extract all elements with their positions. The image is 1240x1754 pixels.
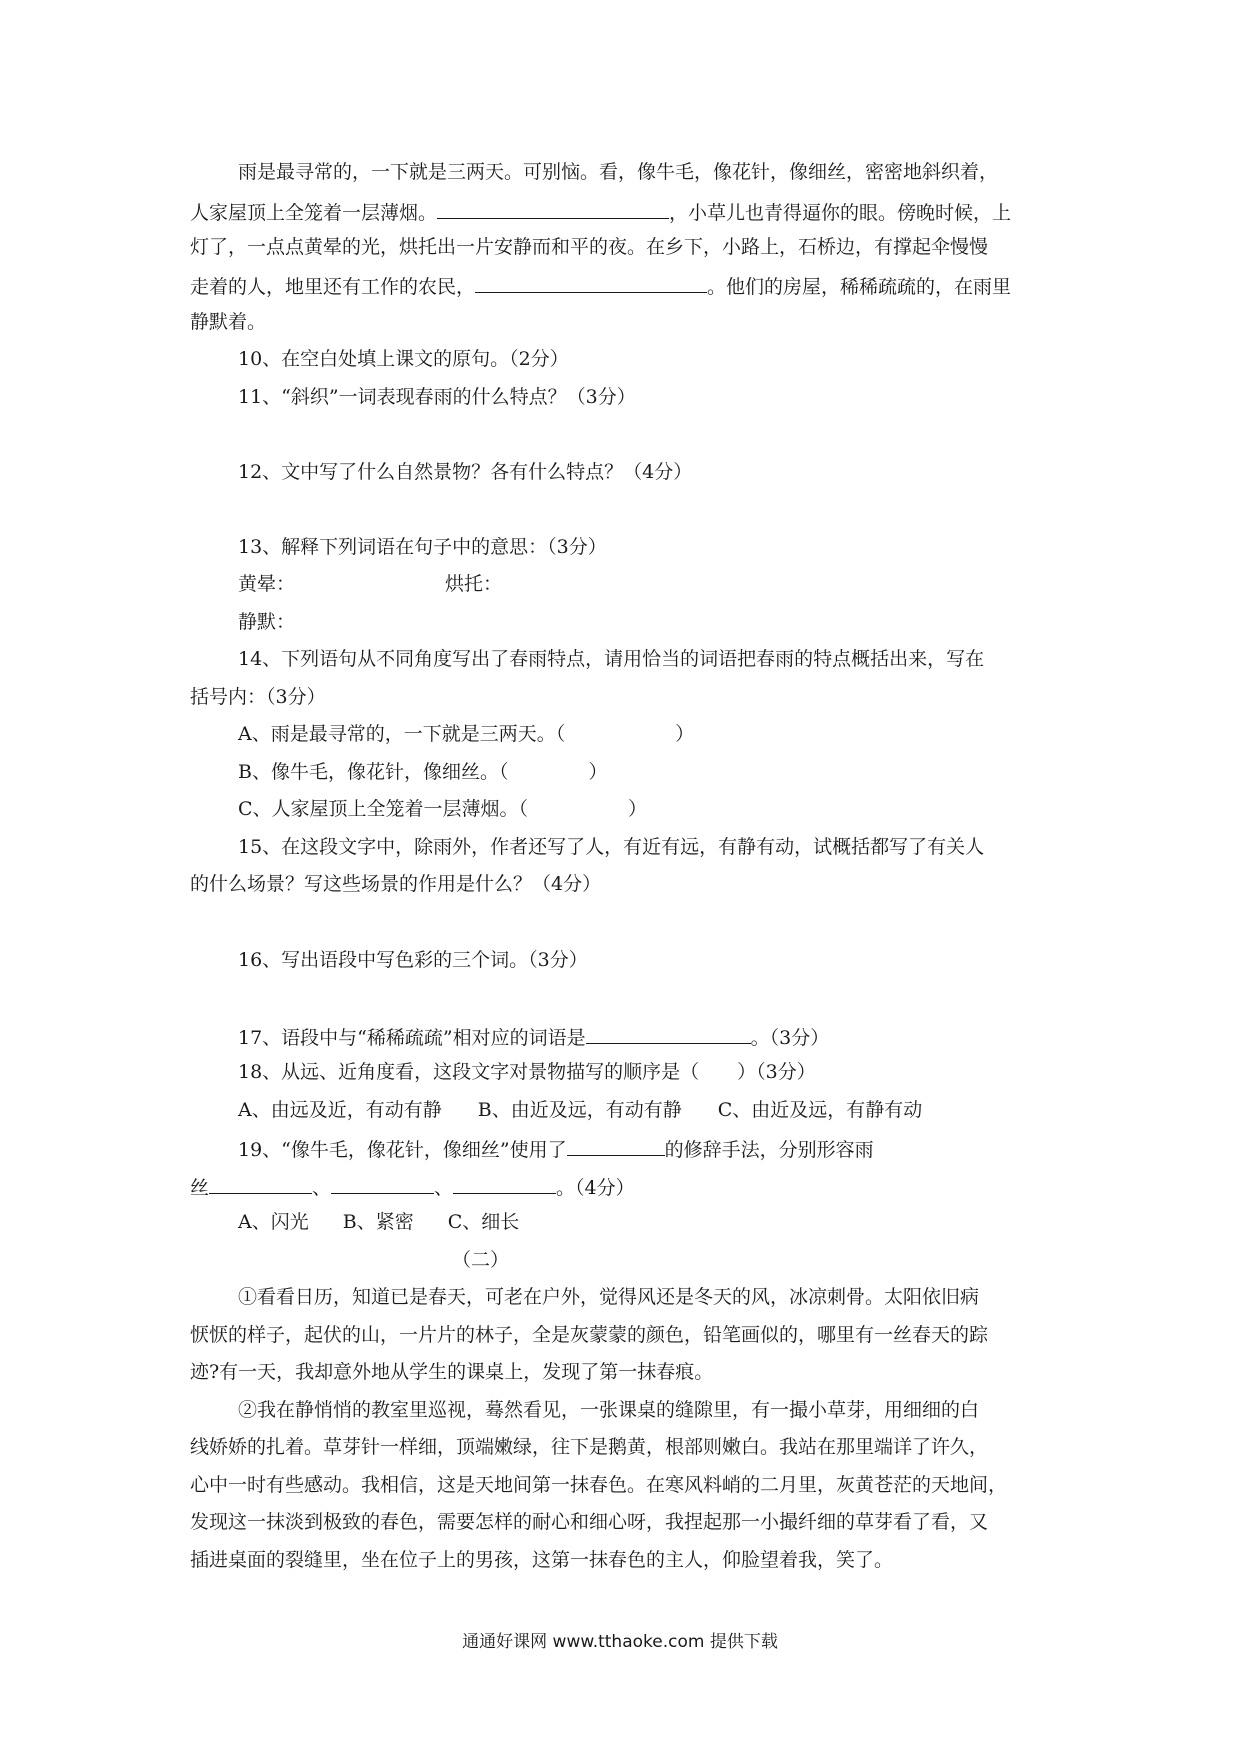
q18-option-b: B、由近及远，有动有静 [477, 1099, 682, 1121]
passage1-line-1: 雨是最寻常的，一下就是三两天。可别恼。看，像牛毛，像花针，像细丝，密密地斜织着， [238, 161, 999, 183]
fill-blank-1[interactable] [437, 198, 669, 219]
q18-option-a: A、由远及近，有动有静 [238, 1099, 442, 1121]
q19-sep-2: 、 [434, 1177, 454, 1199]
question-15-line-1: 15、在这段文字中，除雨外，作者还写了人，有近有远，有静有动，试概括都写了有关人 [238, 836, 985, 858]
section-heading-2: （二） [452, 1249, 510, 1271]
passage1-line-2-text-b: ，小草儿也青得逼你的眼。傍晚时候，上 [669, 202, 1012, 224]
question-11: 11、“斜织”一词表现春雨的什么特点？（3分） [238, 386, 636, 408]
passage2-p2-line-3: 心中一时有些感动。我相信，这是天地间第一抹春色。在寒风料峭的二月里，灰黄苍茫的天地间， [190, 1474, 1008, 1496]
q19-blank-1[interactable] [209, 1173, 312, 1194]
q19-sep-1: 、 [312, 1177, 332, 1199]
q17-text-a: 17、语段中与“稀稀疏疏”相对应的词语是 [238, 1027, 586, 1049]
passage1-line-5: 静默着。 [190, 311, 267, 333]
question-13: 13、解释下列词语在句子中的意思：（3分） [238, 536, 607, 558]
q19-text-b: 的修辞手法，分别形容雨 [664, 1139, 874, 1161]
q19-option-c: C、细长 [447, 1211, 520, 1233]
q13-term-hongtuo: 烘托： [445, 573, 503, 595]
question-14-option-c [238, 797, 647, 821]
question-14-option-b [238, 760, 607, 784]
passage2-p1-line-1: ①看看日历，知道已是春天，可老在户外，觉得风还是冬天的风，冰凉刺骨。太阳依旧病 [238, 1286, 980, 1308]
q14-option-a-text: A、雨是最寻常的，一下就是三两天。（ [238, 723, 566, 745]
passage2-p2-line-4: 发现这一抹淡到极致的春色，需要怎样的耐心和细心呀，我捏起那一小撮纤细的草芽看了看，又 [190, 1511, 989, 1533]
question-14-line-1: 14、下列语句从不同角度写出了春雨特点，请用恰当的词语把春雨的特点概括出来，写在 [238, 648, 985, 670]
passage2-p1-line-3: 迹?有一天，我却意外地从学生的课桌上，发现了第一抹春痕。 [190, 1361, 714, 1383]
q19-option-b: B、紧密 [342, 1211, 414, 1233]
q19-text-si: 丝 [190, 1177, 210, 1199]
passage1-line-2-text-a: 人家屋顶上全笼着一层薄烟。 [190, 202, 438, 224]
question-15-line-2: 的什么场景？写这些场景的作用是什么？（4分） [190, 873, 602, 895]
question-18-options [238, 1098, 922, 1122]
question-18: 18、从远、近角度看，这段文字对景物描写的顺序是（ ）（3分） [238, 1061, 816, 1083]
question-16: 16、写出语段中写色彩的三个词。（3分） [238, 949, 588, 971]
q13-term-jingmo: 静默： [238, 611, 296, 633]
question-14-line-2: 括号内：（3分） [190, 686, 326, 708]
passage1-line-2 [190, 198, 1011, 225]
question-10: 10、在空白处填上课文的原句。（2分） [238, 348, 569, 370]
q13-term-huangyun: 黄晕： [238, 573, 296, 595]
question-12: 12、文中写了什么自然景物？各有什么特点？（4分） [238, 461, 693, 483]
q14-option-b-close: ） [588, 761, 608, 783]
q19-blank-2[interactable] [331, 1173, 434, 1194]
passage1-line-4-text-a: 走着的人，地里还有工作的农民， [190, 276, 476, 298]
question-19-line-2 [190, 1173, 635, 1200]
page-footer: 通通好课网 www.tthaoke.com 提供下载 [462, 1632, 778, 1652]
passage2-p1-line-2: 恹恹的样子，起伏的山，一片片的林子，全是灰蒙蒙的颜色，铅笔画似的，哪里有一丝春天的踪 [190, 1324, 989, 1346]
passage1-line-4-text-b: 。他们的房屋，稀稀疏疏的，在雨里 [707, 276, 1012, 298]
passage1-line-4 [190, 272, 1011, 299]
q18-option-c: C、由近及远，有静有动 [717, 1099, 923, 1121]
q14-option-b-text: B、像牛毛，像花针，像细丝。（ [238, 761, 509, 783]
q19-blank-3[interactable] [453, 1173, 556, 1194]
passage2-p2-line-2: 线娇娇的扎着。草芽针一样细，顶端嫩绿，往下是鹅黄，根部则嫩白。我站在那里端详了许久， [190, 1436, 989, 1458]
q19-option-a: A、闪光 [238, 1211, 309, 1233]
fill-blank-2[interactable] [475, 272, 707, 293]
q14-option-c-text: C、人家屋顶上全笼着一层薄烟。（ [238, 798, 529, 820]
question-13-row-1 [238, 572, 502, 596]
passage2-p2-line-1: ②我在静悄悄的教室里巡视，蓦然看见，一张课桌的缝隙里，有一撮小草芽，用细细的白 [238, 1399, 980, 1421]
q14-option-c-close: ） [628, 798, 648, 820]
q17-answer-blank[interactable] [586, 1023, 751, 1044]
question-14-option-a [238, 722, 694, 746]
question-19-line-1 [238, 1135, 874, 1162]
question-19-options [238, 1210, 519, 1234]
q14-option-a-close: ） [675, 723, 695, 745]
question-17 [238, 1023, 829, 1050]
q19-text-a: 19、“像牛毛，像花针，像细丝”使用了 [238, 1139, 567, 1161]
passage2-p2-line-5: 插进桌面的裂缝里，坐在位子上的男孩，这第一抹春色的主人，仰脸望着我，笑了。 [190, 1549, 894, 1571]
q19-rhetoric-blank[interactable] [567, 1135, 665, 1156]
q19-text-d: 。（4分） [556, 1177, 635, 1199]
q17-text-b: 。（3分） [750, 1027, 830, 1049]
passage1-line-3: 灯了，一点点黄晕的光，烘托出一片安静而和平的夜。在乡下，小路上，石桥边，有撑起伞慢慢 [190, 236, 989, 258]
